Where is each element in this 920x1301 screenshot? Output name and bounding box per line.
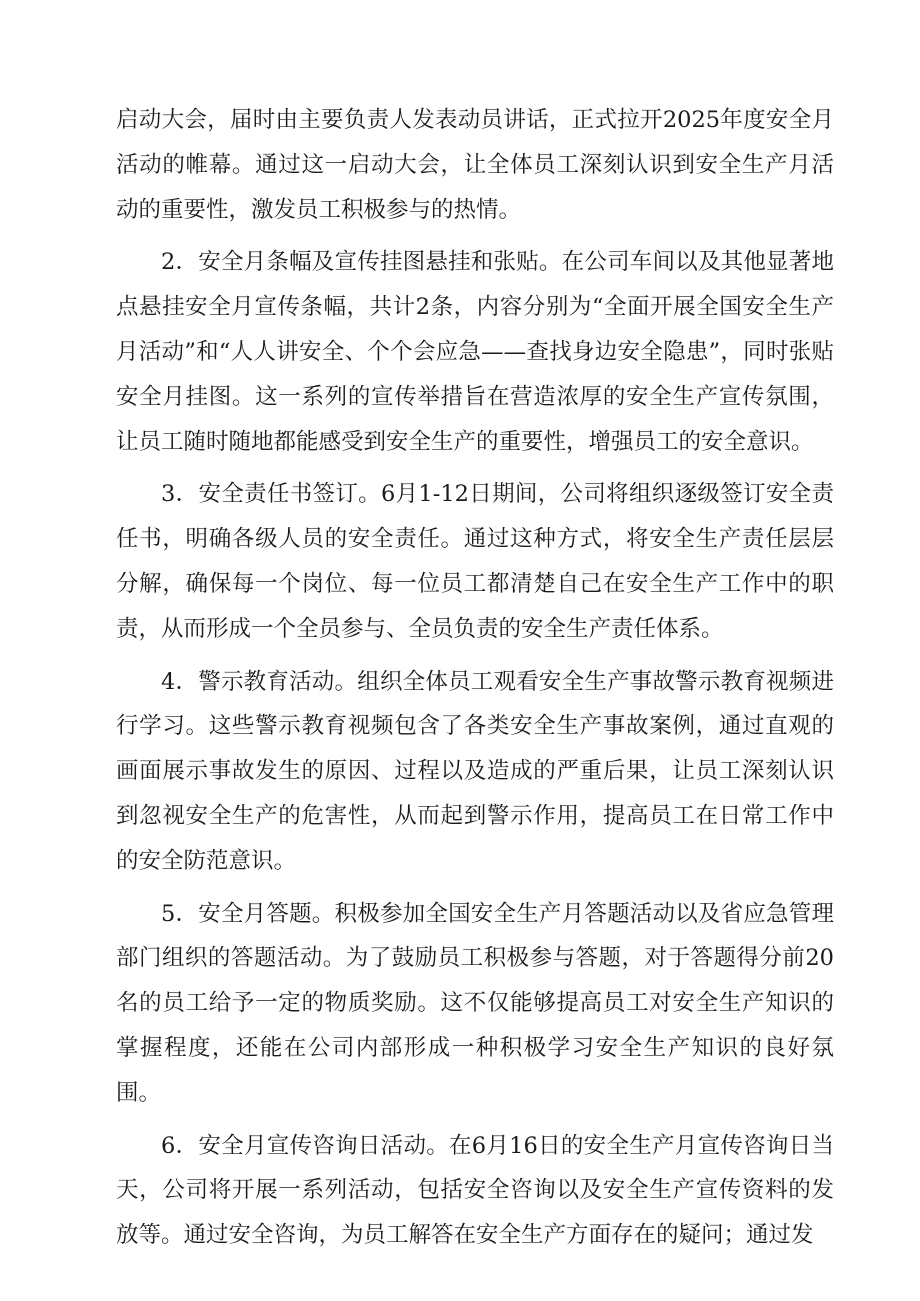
document-body [116,98,834,1258]
paragraph-item-6: 6．安全月宣传咨询日活动。在6月16日的安全生产月宣传咨询日当天，公司将开展一系列活动，包括安全咨询以及安全生产宣传资料的发放等。通过安全咨询，为员工解答在安全生产方面存在的疑问；通过发 [116,1132,834,1249]
paragraph-item-4: 4．警示教育活动。组织全体员工观看安全生产事故警示教育视频进行学习。这些警示教育视频包含了各类安全生产事故案例，通过直观的画面展示事故发生的原因、过程以及造成的严重后果，让员工深刻认识到忽视安全生产的危害性，从而起到警示作用，提高员工在日常工作中的安全防范意识。 [116,668,834,874]
paragraph-continuation: 启动大会，届时由主要负责人发表动员讲话，正式拉开2025年度安全月活动的帷幕。通过这一启动大会，让全体员工深刻认识到安全生产月活动的重要性，激发员工积极参与的热情。 [116,107,834,223]
paragraph-item-2: 2．安全月条幅及宣传挂图悬挂和张贴。在公司车间以及其他显著地点悬挂安全月宣传条幅，共计2条，内容分别为“全面开展全国安全生产月活动”和“人人讲安全、个个会应急——查找身边安全隐患”，同时张贴安全月挂图。这一系列的宣传举措旨在营造浓厚的安全生产宣传氛围，让员工随时随地都能感受到安全生产的重要性，增强员工的安全意识。 [116,249,834,455]
paragraph-item-5: 5．安全月答题。积极参加全国安全生产月答题活动以及省应急管理部门组织的答题活动。为了鼓励员工积极参与答题，对于答题得分前20名的员工给予一定的物质奖励。这不仅能够提高员工对安全生产知识的掌握程度，还能在公司内部形成一种积极学习安全生产知识的良好氛围。 [116,900,834,1106]
paragraph-item-3: 3．安全责任书签订。6月1-12日期间，公司将组织逐级签订安全责任书，明确各级人员的安全责任。通过这种方式，将安全生产责任层层分解，确保每一个岗位、每一位员工都清楚自己在安全生产工作中的职责，从而形成一个全员参与、全员负责的安全生产责任体系。 [116,481,834,642]
